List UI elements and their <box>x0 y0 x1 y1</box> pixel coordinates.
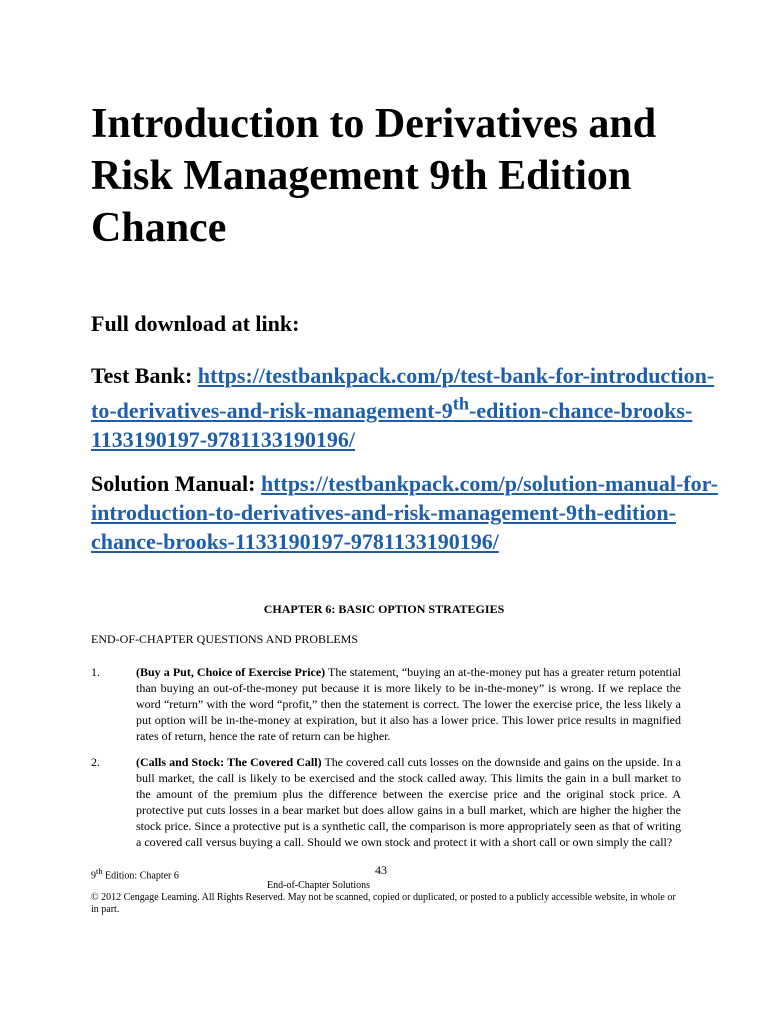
footer-copyright: © 2012 Cengage Learning. All Rights Reserved. May not be scanned, copied or duplicated, or posted to a publicly accessible website, in whole or in part. <box>91 892 676 915</box>
end-of-chapter-heading: END-OF-CHAPTER QUESTIONS AND PROBLEMS <box>91 632 359 646</box>
chapter-heading: CHAPTER 6: BASIC OPTION STRATEGIES <box>263 602 505 616</box>
question-item <box>91 754 681 850</box>
question-text: The statement, “buying an at-the-money put has a greater return potential than buying an out-of-the-money put because it is more likely to be in-the-money” is wrong. If we replace the word “return” with the word “profit,” then the statement is correct. The lower the exercise price, the less likely a put option will be in-the-money at expiration, but it also has a lower price. This lower price results in magnified rates of return, hence the rate of return can be higher. <box>136 665 682 743</box>
test-bank-link-part1: https://testbankpack.com/p/test-bank-for-introduction-to-derivatives-and-risk-management-9 <box>91 363 715 424</box>
solution-manual-line <box>91 469 731 556</box>
question-number: 2. <box>91 755 100 769</box>
footer-edition-num: 9 <box>91 870 96 882</box>
full-download-label: Full download at link: <box>91 311 300 336</box>
page-number: 43 <box>375 863 387 877</box>
question-item <box>91 664 681 744</box>
question-number: 1. <box>91 665 100 679</box>
test-bank-label: Test Bank: <box>91 363 198 388</box>
footer-edition-rest: Edition: Chapter 6 <box>102 870 179 882</box>
footer-solutions: End-of-Chapter Solutions <box>267 880 371 891</box>
question-heading: (Calls and Stock: The Covered Call) <box>136 755 322 769</box>
test-bank-link-sup: th <box>452 394 470 414</box>
question-text: The covered call cuts losses on the downside and gains on the upside. In a bull market, the call is likely to be exercised and the stock called away. This limits the gain in a bull market to the amount of the premium plus the difference between the exercise price and the original stock price. A protective put cuts losses in a bear market but does allow gains in a bull market, which are higher the higher the stock price. Since a protective put is a synthetic call, the comparison is more appropriately seen as that of writing a covered call versus buying a call. Should we own stock and protect it with a short call or own simply the call? <box>136 755 682 849</box>
question-body <box>136 664 681 744</box>
document-title: Introduction to Derivatives and Risk Management 9th Edition Chance <box>91 101 657 251</box>
test-bank-line <box>91 361 731 454</box>
test-bank-link-part2: -edition-chance-brooks-1133190197-9781133190196/ <box>91 398 693 453</box>
solution-manual-label: Solution Manual: <box>91 471 261 496</box>
question-body <box>136 754 681 850</box>
footer-edition-sup: th <box>96 867 103 876</box>
question-heading: (Buy a Put, Choice of Exercise Price) <box>136 665 326 679</box>
footer-edition <box>91 866 179 882</box>
solution-manual-link[interactable]: https://testbankpack.com/p/solution-manual-for-introduction-to-derivatives-and-risk-management-9th-edition-chance-brooks-1133190197-9781133190196/ <box>91 471 718 554</box>
